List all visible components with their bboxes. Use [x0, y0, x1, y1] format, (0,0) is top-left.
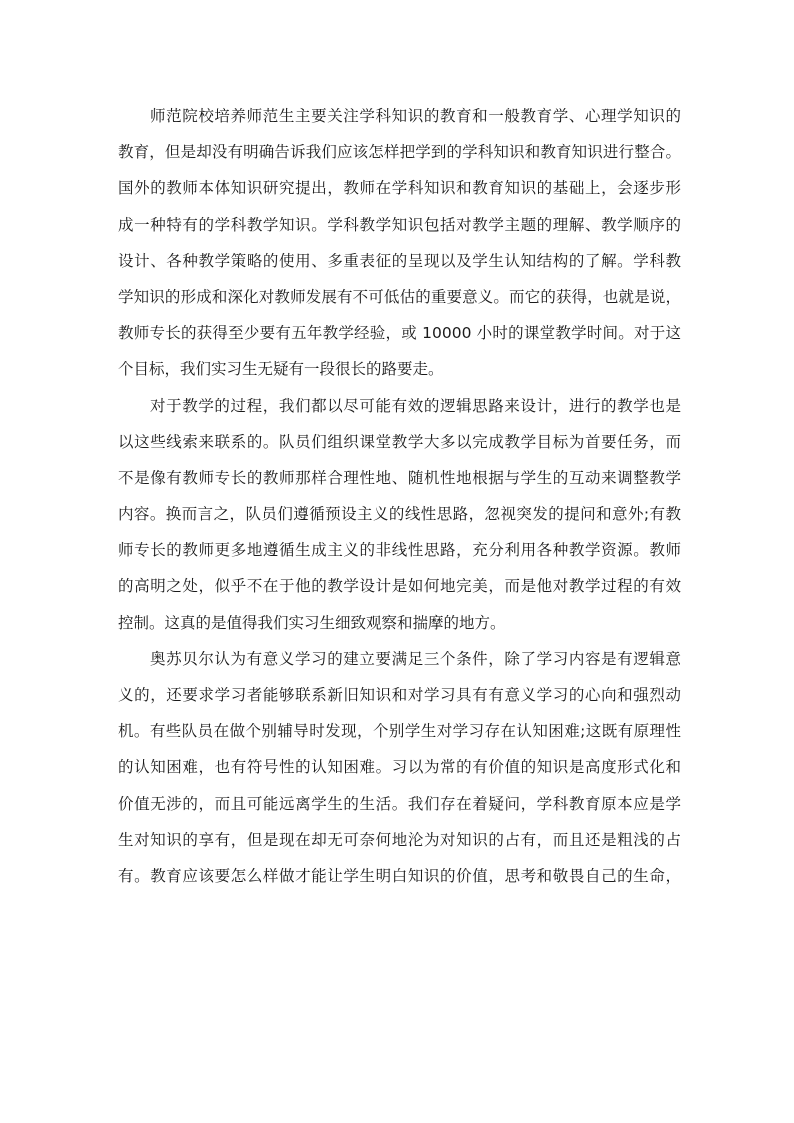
- text-line: 教师专长的获得至少要有五年教学经验，或 10000 小时的课堂教学时间。对于这: [118, 324, 681, 343]
- text-line: 义的，还要求学习者能够联系新旧知识和对学习具有有意义学习的心向和强烈动: [118, 686, 681, 704]
- paragraph-2: [118, 388, 681, 641]
- text-line: 成一种特有的学科教学知识。学科教学知识包括对教学主题的理解、教学顺序的: [118, 215, 681, 234]
- text-line: 设计、各种教学策略的使用、多重表征的呈现以及学生认知结构的了解。学科教: [118, 251, 681, 270]
- text-line: 国外的教师本体知识研究提出，教师在学科知识和教育知识的基础上，会逐步形: [118, 179, 681, 198]
- text-line: 的高明之处，似乎不在于他的教学设计是如何地完美，而是他对教学过程的有效: [118, 577, 681, 596]
- text-line: 教育，但是却没有明确告诉我们应该怎样把学到的学科知识和教育知识进行整合。: [118, 143, 681, 162]
- text-line: 个目标，我们实习生无疑有一段很长的路要走。: [118, 360, 444, 379]
- text-line: 机。有些队员在做个别辅导时发现，个别学生对学习存在认知困难;这既有原理性: [118, 722, 681, 741]
- text-line: 以这些线索来联系的。队员们组织课堂教学大多以完成教学目标为首要任务，而: [118, 432, 681, 451]
- paragraph-1: [118, 98, 681, 388]
- text-line: 控制。这真的是值得我们实习生细致观察和揣摩的地方。: [118, 613, 506, 632]
- paragraph-3: [118, 641, 681, 894]
- text-line: 价值无涉的，而且可能远离学生的生活。我们存在着疑问，学科教育原本应是学: [118, 794, 681, 813]
- document-body: [118, 98, 681, 894]
- text-line: 生对知识的享有，但是现在却无可奈何地沦为对知识的占有，而且还是粗浅的占: [118, 830, 681, 849]
- text-line: 师范院校培养师范生主要关注学科知识的教育和一般教育学、心理学知识的: [150, 107, 681, 125]
- text-line: 师专长的教师更多地遵循生成主义的非线性思路，充分利用各种教学资源。教师: [118, 541, 681, 560]
- text-line: 学知识的形成和深化对教师发展有不可低估的重要意义。而它的获得，也就是说，: [118, 287, 681, 306]
- text-line: 有。教育应该要怎么样做才能让学生明白知识的价值，思考和敬畏自己的生命，: [118, 866, 681, 885]
- text-line: 的认知困难，也有符号性的认知困难。习以为常的有价值的知识是高度形式化和: [118, 758, 681, 777]
- text-line: 内容。换而言之，队员们遵循预设主义的线性思路，忽视突发的提问和意外;有教: [118, 505, 681, 524]
- text-line: 对于教学的过程，我们都以尽可能有效的逻辑思路来设计，进行的教学也是: [150, 396, 681, 415]
- text-line: 奥苏贝尔认为有意义学习的建立要满足三个条件，除了学习内容是有逻辑意: [150, 649, 681, 668]
- text-line: 不是像有教师专长的教师那样合理性地、随机性地根据与学生的互动来调整教学: [118, 468, 681, 487]
